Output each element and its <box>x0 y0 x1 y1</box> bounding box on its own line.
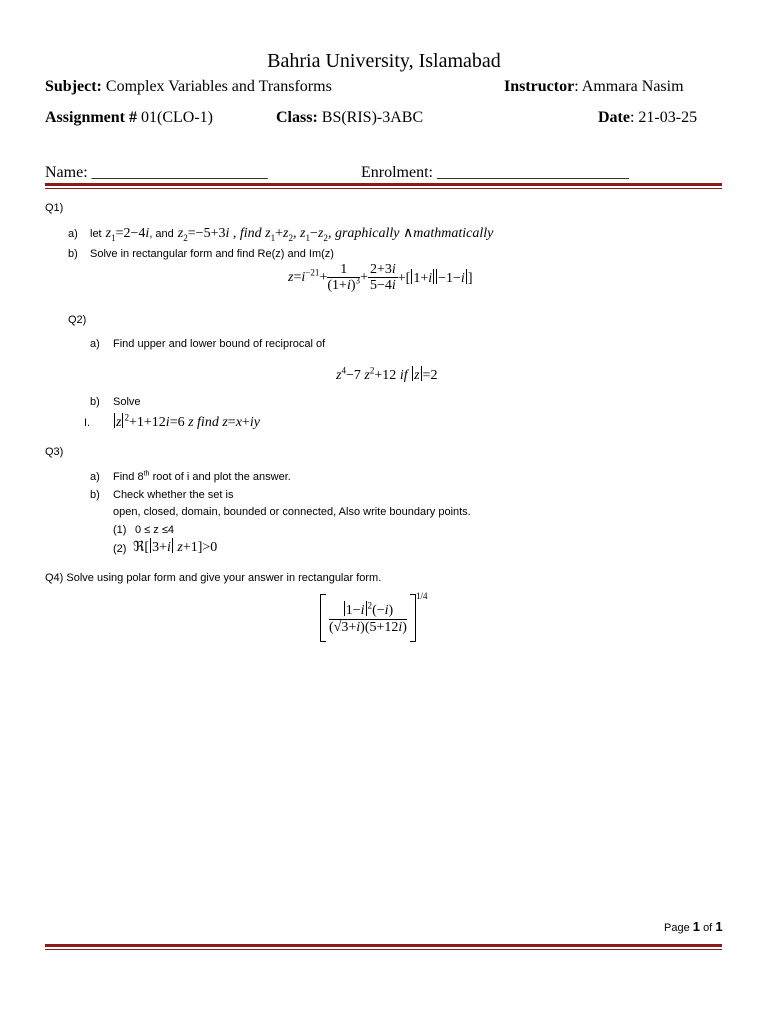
university-title: Bahria University, Islamabad <box>267 50 501 72</box>
q2b-text: Solve <box>113 396 141 408</box>
q1a-line <box>90 224 493 242</box>
instructor-label: Instructor <box>504 78 575 95</box>
q3b-item2-marker: (2) <box>113 543 127 555</box>
footer-page-word: Page <box>664 922 690 934</box>
class-value: BS(RIS)-3ABC <box>321 109 424 126</box>
q1a-marker: a) <box>68 228 78 240</box>
assignment-line <box>45 109 213 127</box>
date-line <box>598 109 697 127</box>
q1b-equation: $z=i^{-21}+$ $\frac{1}{(1+i)^3}$ + $\frac{2+3i}{5-4i}$ +[ 1+i −1−i ] <box>288 262 473 294</box>
footer-page-number: 1 <box>692 919 700 934</box>
instructor-line <box>504 78 684 96</box>
q3a-marker: a) <box>90 471 100 483</box>
q3b-marker: b) <box>90 489 100 501</box>
q3b-text2: open, closed, domain, bounded or connected, Also write boundary points. <box>113 506 471 518</box>
q4-equation: $\frac{1-i ^2(-i)}{(√3+i)(5+12i)}$ $^{1/4}$ <box>320 594 427 642</box>
q3a-pre: Find 8 <box>113 471 144 483</box>
subject-line <box>45 78 332 96</box>
footer-of-word: of <box>703 922 713 934</box>
q1b-marker: b) <box>68 248 78 260</box>
q3b-text: Check whether the set is <box>113 489 234 501</box>
q2b-marker: b) <box>90 396 100 408</box>
footer-page-total: 1 <box>715 919 723 934</box>
q2a-text: Find upper and lower bound of reciprocal of <box>113 338 326 350</box>
q3a-sup: th <box>143 469 150 478</box>
q3a-post: root of i and plot the answer. <box>149 471 291 483</box>
q2a-marker: a) <box>90 338 100 350</box>
date-label: Date <box>598 109 630 126</box>
q3b-item2-equation: ℜ[ 3+i z+1]>0 <box>133 540 218 555</box>
q1a-z1: $z_1=2-4i$ <box>105 226 150 243</box>
date-value: : 21-03-25 <box>629 109 698 126</box>
class-label: Class: <box>276 109 318 126</box>
q1-label: Q1) <box>45 202 64 214</box>
assignment-value: 01(CLO-1) <box>141 109 213 126</box>
instructor-value: : Ammara Nasim <box>574 78 684 95</box>
q3b-item1-text: 0 ≤ z ≤4 <box>135 524 174 536</box>
q2-label: Q2) <box>68 314 87 326</box>
q1b-text: Solve in rectangular form and find Re(z) and Im(z) <box>90 248 334 260</box>
q3b-item1-marker: (1) <box>113 524 127 536</box>
assignment-label: Assignment # <box>45 109 138 126</box>
q3a-text <box>113 471 291 483</box>
q1a-and: , and <box>149 228 174 240</box>
name-field: Name: ______________________ <box>45 164 268 181</box>
enrolment-field: Enrolment: ________________________ <box>361 164 629 181</box>
subject-value: Complex Variables and Transforms <box>105 78 332 95</box>
q2a-equation: $z^4-7$ $z^2+12$ if z =2 <box>336 365 438 383</box>
subject-label: Subject: <box>45 78 102 95</box>
page-footer <box>664 919 723 934</box>
q1a-rest: $z_2=-5+3i$ , find $z_1+z_2$, $z_1-z_2$, graphically ∧mathmatically <box>177 226 494 243</box>
header-rule-thin <box>45 188 722 189</box>
class-line <box>276 109 423 127</box>
q2b-equation: z $^2$+1+12i=6 z find z=x+iy <box>116 412 260 430</box>
q4-text: Q4) Solve using polar form and give your answer in rectangular form. <box>45 572 382 584</box>
header-rule-thick <box>45 183 722 186</box>
q3-label: Q3) <box>45 446 64 458</box>
footer-rule-thick <box>45 944 722 947</box>
q2b-roman: I. <box>84 417 91 429</box>
footer-rule-thin <box>45 949 722 950</box>
q1a-let: let <box>90 228 102 240</box>
